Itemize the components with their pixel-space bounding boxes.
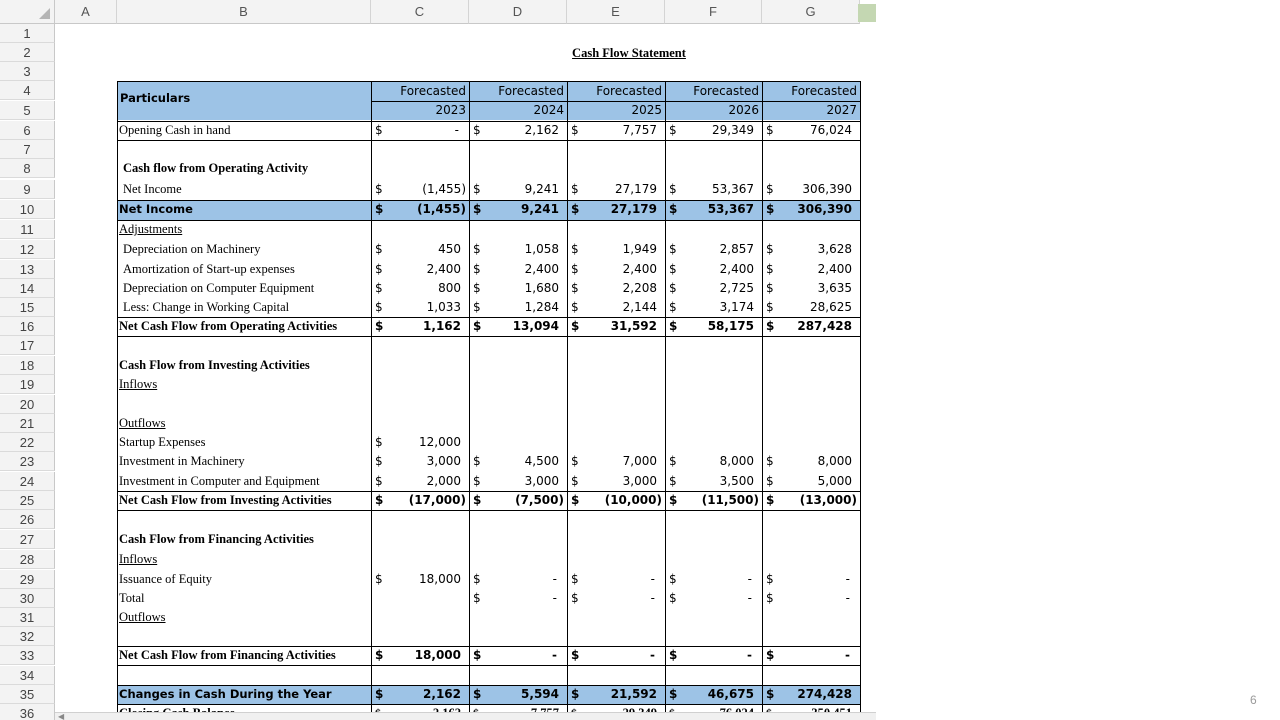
row-header-24[interactable]: 24: [0, 472, 55, 491]
row-header-36[interactable]: 36: [0, 704, 55, 720]
value-cell-13-c[interactable]: 2,400: [426, 262, 461, 276]
value-cell-6-e[interactable]: 7,757: [622, 123, 657, 137]
value-cell-12-e[interactable]: 1,949: [622, 242, 657, 256]
value-cell-14-e[interactable]: 2,208: [622, 281, 657, 295]
currency-symbol-14-f: $: [669, 281, 677, 295]
forecasted-label-e: Forecasted: [596, 84, 662, 98]
value-cell-16-e[interactable]: 31,592: [610, 319, 657, 333]
currency-symbol-23-d: $: [473, 454, 481, 468]
currency-symbol-25-g: $: [766, 493, 775, 507]
row-label-27: Cash Flow from Financing Activities: [119, 532, 314, 546]
row-label-12: Depreciation on Machinery: [123, 242, 261, 256]
row-label-23: Investment in Machinery: [119, 454, 245, 468]
value-cell-24-g[interactable]: 5,000: [817, 474, 852, 488]
currency-symbol-24-f: $: [669, 474, 677, 488]
value-cell-9-f[interactable]: 53,367: [712, 182, 754, 196]
currency-symbol-25-c: $: [375, 493, 384, 507]
value-cell-25-d[interactable]: (7,500): [515, 493, 564, 507]
value-cell-10-d[interactable]: 9,241: [521, 202, 559, 216]
border-op-total-bottom: [117, 336, 860, 337]
currency-symbol-24-c: $: [375, 474, 383, 488]
currency-symbol-35-d: $: [473, 687, 482, 701]
currency-symbol-29-d: $: [473, 572, 481, 586]
value-cell-15-d[interactable]: 1,284: [524, 300, 559, 314]
value-cell-24-c[interactable]: 2,000: [426, 474, 461, 488]
border-col-d: [469, 81, 470, 720]
row-header-21[interactable]: 21: [0, 414, 55, 433]
value-cell-25-e[interactable]: (10,000): [604, 493, 662, 507]
value-cell-23-g[interactable]: 8,000: [817, 454, 852, 468]
value-cell-6-g[interactable]: 76,024: [810, 123, 852, 137]
currency-symbol-24-d: $: [473, 474, 481, 488]
value-cell-29-e[interactable]: -: [650, 572, 655, 586]
row-label-10: Net Income: [119, 202, 193, 216]
value-cell-16-c[interactable]: 1,162: [423, 319, 461, 333]
row-header-16[interactable]: 16: [0, 317, 55, 336]
currency-symbol-10-c: $: [375, 202, 384, 216]
column-header-g[interactable]: G: [762, 0, 860, 24]
value-cell-14-g[interactable]: 3,635: [817, 281, 852, 295]
value-cell-25-f[interactable]: (11,500): [701, 493, 759, 507]
row-label-11: Adjustments: [119, 222, 183, 236]
currency-symbol-35-g: $: [766, 687, 775, 701]
currency-symbol-33-f: $: [669, 648, 678, 662]
row-header-9[interactable]: 9: [0, 180, 55, 199]
currency-symbol-30-f: $: [669, 591, 677, 605]
border-left: [117, 81, 118, 720]
value-cell-24-e[interactable]: 3,000: [622, 474, 657, 488]
currency-symbol-25-e: $: [571, 493, 580, 507]
column-header-f[interactable]: F: [665, 0, 762, 24]
currency-symbol-13-e: $: [571, 262, 579, 276]
currency-symbol-6-g: $: [766, 123, 774, 137]
currency-symbol-6-d: $: [473, 123, 481, 137]
border-changes-top: [117, 685, 860, 686]
currency-symbol-10-g: $: [766, 202, 775, 216]
row-label-18: Cash Flow from Investing Activities: [119, 358, 310, 372]
sheet-title: Cash Flow Statement: [572, 46, 686, 60]
currency-symbol-14-c: $: [375, 281, 383, 295]
row-header-26[interactable]: 26: [0, 510, 55, 529]
value-cell-15-g[interactable]: 28,625: [810, 300, 852, 314]
value-cell-16-f[interactable]: 58,175: [707, 319, 754, 333]
border-top: [117, 81, 860, 82]
row-label-21: Outflows: [119, 416, 166, 430]
currency-symbol-35-e: $: [571, 687, 580, 701]
row-header-13[interactable]: 13: [0, 260, 55, 279]
value-cell-10-e[interactable]: 27,179: [610, 202, 657, 216]
currency-symbol-10-f: $: [669, 202, 678, 216]
value-cell-24-f[interactable]: 3,500: [719, 474, 754, 488]
currency-symbol-13-c: $: [375, 262, 383, 276]
currency-symbol-16-e: $: [571, 319, 580, 333]
row-header-10[interactable]: 10: [0, 200, 55, 219]
currency-symbol-33-g: $: [766, 648, 775, 662]
value-cell-12-g[interactable]: 3,628: [817, 242, 852, 256]
border-fin-total-top: [117, 646, 860, 647]
particulars-header: Particulars: [120, 91, 191, 105]
row-label-31: Outflows: [119, 610, 166, 624]
row-label-29: Issuance of Equity: [119, 572, 213, 586]
value-cell-15-c[interactable]: 1,033: [426, 300, 461, 314]
currency-symbol-29-e: $: [571, 572, 579, 586]
row-header-33[interactable]: 33: [0, 646, 55, 665]
value-cell-16-d[interactable]: 13,094: [512, 319, 559, 333]
value-cell-16-g[interactable]: 287,428: [797, 319, 852, 333]
value-cell-12-d[interactable]: 1,058: [524, 242, 559, 256]
row-header-22[interactable]: 22: [0, 433, 55, 452]
row-header-7[interactable]: 7: [0, 140, 55, 159]
value-cell-12-c[interactable]: 450: [438, 242, 461, 256]
currency-symbol-12-c: $: [375, 242, 383, 256]
value-cell-9-g[interactable]: 306,390: [802, 182, 852, 196]
border-col-g: [762, 81, 763, 720]
currency-symbol-29-f: $: [669, 572, 677, 586]
value-cell-13-f[interactable]: 2,400: [719, 262, 754, 276]
currency-symbol-15-f: $: [669, 300, 677, 314]
currency-symbol-13-g: $: [766, 262, 774, 276]
currency-symbol-10-d: $: [473, 202, 482, 216]
value-cell-29-g[interactable]: -: [845, 572, 850, 586]
currency-symbol-15-e: $: [571, 300, 579, 314]
row-header-5[interactable]: 5: [0, 101, 55, 120]
value-cell-35-g[interactable]: 274,428: [797, 687, 852, 701]
value-cell-25-g[interactable]: (13,000): [799, 493, 857, 507]
value-cell-6-d[interactable]: 2,162: [524, 123, 559, 137]
row-header-28[interactable]: 28: [0, 550, 55, 569]
currency-symbol-22-c: $: [375, 435, 383, 449]
value-cell-23-e[interactable]: 7,000: [622, 454, 657, 468]
value-cell-15-e[interactable]: 2,144: [622, 300, 657, 314]
value-cell-23-f[interactable]: 8,000: [719, 454, 754, 468]
row-header-14[interactable]: 14: [0, 279, 55, 298]
column-header-a[interactable]: A: [55, 0, 117, 24]
value-cell-35-e[interactable]: 21,592: [610, 687, 657, 701]
border-col-f: [665, 81, 666, 720]
currency-symbol-30-e: $: [571, 591, 579, 605]
value-cell-10-c[interactable]: (1,455): [417, 202, 466, 216]
currency-symbol-33-d: $: [473, 648, 482, 662]
row-header-25[interactable]: 25: [0, 491, 55, 510]
column-header-d[interactable]: D: [469, 0, 567, 24]
currency-symbol-16-c: $: [375, 319, 384, 333]
value-cell-6-c[interactable]: -: [454, 123, 459, 137]
value-cell-23-c[interactable]: 3,000: [426, 454, 461, 468]
row-header-6[interactable]: 6: [0, 121, 55, 140]
row-label-22: Startup Expenses: [119, 435, 206, 449]
row-header-2[interactable]: 2: [0, 43, 55, 62]
value-cell-9-d[interactable]: 9,241: [524, 182, 559, 196]
currency-symbol-9-f: $: [669, 182, 677, 196]
value-cell-23-d[interactable]: 4,500: [524, 454, 559, 468]
year-header-2025: 2025: [631, 103, 662, 117]
currency-symbol-16-d: $: [473, 319, 482, 333]
forecasted-label-g: Forecasted: [791, 84, 857, 98]
horizontal-scrollbar[interactable]: [55, 712, 876, 720]
year-header-2023: 2023: [435, 103, 466, 117]
border-years-mid: [371, 101, 860, 102]
row-label-9: Net Income: [123, 182, 182, 196]
value-cell-30-g[interactable]: -: [845, 591, 850, 605]
value-cell-14-f[interactable]: 2,725: [719, 281, 754, 295]
row-header-8[interactable]: 8: [0, 159, 55, 178]
value-cell-29-c[interactable]: 18,000: [419, 572, 461, 586]
border-net-income-bottom: [117, 220, 860, 221]
row-header-15[interactable]: 15: [0, 298, 55, 317]
border-opening-bottom: [117, 140, 860, 141]
value-cell-33-c[interactable]: 18,000: [414, 648, 461, 662]
row-label-15: Less: Change in Working Capital: [123, 300, 290, 314]
value-cell-6-f[interactable]: 29,349: [712, 123, 754, 137]
currency-symbol-35-c: $: [375, 687, 384, 701]
row-label-24: Investment in Computer and Equipment: [119, 474, 320, 488]
row-header-31[interactable]: 31: [0, 608, 55, 627]
currency-symbol-9-e: $: [571, 182, 579, 196]
value-cell-14-d[interactable]: 1,680: [524, 281, 559, 295]
border-inv-total-top: [117, 491, 860, 492]
border-header-bottom: [117, 121, 860, 122]
currency-symbol-23-f: $: [669, 454, 677, 468]
currency-symbol-6-e: $: [571, 123, 579, 137]
currency-symbol-33-e: $: [571, 648, 580, 662]
year-header-2026: 2026: [728, 103, 759, 117]
year-header-2024: 2024: [533, 103, 564, 117]
currency-symbol-25-d: $: [473, 493, 482, 507]
border-right: [860, 81, 861, 720]
value-cell-33-f[interactable]: -: [747, 648, 752, 662]
row-header-12[interactable]: 12: [0, 240, 55, 259]
border-col-e: [567, 81, 568, 720]
currency-symbol-14-e: $: [571, 281, 579, 295]
border-net-income-top: [117, 200, 860, 201]
currency-symbol-29-c: $: [375, 572, 383, 586]
currency-symbol-12-e: $: [571, 242, 579, 256]
value-cell-33-e[interactable]: -: [650, 648, 655, 662]
row-label-33: Net Cash Flow from Financing Activities: [119, 648, 336, 662]
currency-symbol-30-d: $: [473, 591, 481, 605]
row-header-35[interactable]: 35: [0, 685, 55, 704]
value-cell-25-c[interactable]: (17,000): [408, 493, 466, 507]
currency-symbol-33-c: $: [375, 648, 384, 662]
currency-symbol-12-g: $: [766, 242, 774, 256]
currency-symbol-9-c: $: [375, 182, 383, 196]
select-all-corner[interactable]: [0, 0, 55, 24]
row-label-8: Cash flow from Operating Activity: [123, 161, 309, 175]
row-label-28: Inflows: [119, 552, 158, 566]
currency-symbol-35-f: $: [669, 687, 678, 701]
forecasted-label-c: Forecasted: [400, 84, 466, 98]
row-header-30[interactable]: 30: [0, 589, 55, 608]
value-cell-9-c[interactable]: (1,455): [422, 182, 466, 196]
row-label-30: Total: [119, 591, 145, 605]
row-header-11[interactable]: 11: [0, 220, 55, 239]
currency-symbol-15-d: $: [473, 300, 481, 314]
sheet-accent-block: [858, 4, 876, 22]
value-cell-10-g[interactable]: 306,390: [797, 202, 852, 216]
currency-symbol-12-f: $: [669, 242, 677, 256]
value-cell-29-d[interactable]: -: [552, 572, 557, 586]
value-cell-13-e[interactable]: 2,400: [622, 262, 657, 276]
select-all-triangle-icon: [39, 8, 50, 19]
value-cell-33-d[interactable]: -: [552, 648, 557, 662]
value-cell-22-c[interactable]: 12,000: [419, 435, 461, 449]
forecasted-label-f: Forecasted: [693, 84, 759, 98]
currency-symbol-30-g: $: [766, 591, 774, 605]
value-cell-10-f[interactable]: 53,367: [707, 202, 754, 216]
value-cell-30-d[interactable]: -: [552, 591, 557, 605]
value-cell-14-c[interactable]: 800: [438, 281, 461, 295]
slide-page-number: 6: [1250, 693, 1257, 707]
currency-symbol-23-c: $: [375, 454, 383, 468]
row-label-14: Depreciation on Computer Equipment: [123, 281, 315, 295]
border-closing-top: [117, 704, 860, 705]
currency-symbol-10-e: $: [571, 202, 580, 216]
currency-symbol-23-e: $: [571, 454, 579, 468]
currency-symbol-14-d: $: [473, 281, 481, 295]
row-header-34[interactable]: 34: [0, 666, 55, 685]
value-cell-9-e[interactable]: 27,179: [615, 182, 657, 196]
row-label-13: Amortization of Start-up expenses: [123, 262, 295, 276]
row-header-20[interactable]: 20: [0, 395, 55, 414]
row-label-6: Opening Cash in hand: [119, 123, 231, 137]
column-header-e[interactable]: E: [567, 0, 665, 24]
value-cell-29-f[interactable]: -: [747, 572, 752, 586]
currency-symbol-15-c: $: [375, 300, 383, 314]
row-header-32[interactable]: 32: [0, 627, 55, 646]
row-header-27[interactable]: 27: [0, 530, 55, 549]
currency-symbol-25-f: $: [669, 493, 678, 507]
row-label-25: Net Cash Flow from Investing Activities: [119, 493, 332, 507]
value-cell-30-f[interactable]: -: [747, 591, 752, 605]
currency-symbol-16-f: $: [669, 319, 678, 333]
column-header-c[interactable]: C: [371, 0, 469, 24]
currency-symbol-23-g: $: [766, 454, 774, 468]
row-header-4[interactable]: 4: [0, 81, 55, 100]
currency-symbol-9-d: $: [473, 182, 481, 196]
row-label-16: Net Cash Flow from Operating Activities: [119, 319, 338, 333]
value-cell-35-c[interactable]: 2,162: [423, 687, 461, 701]
currency-symbol-15-g: $: [766, 300, 774, 314]
currency-symbol-12-d: $: [473, 242, 481, 256]
border-op-total-top: [117, 317, 860, 318]
border-inv-total-bottom: [117, 510, 860, 511]
scroll-left-arrow-icon[interactable]: ◀: [58, 712, 65, 720]
currency-symbol-13-f: $: [669, 262, 677, 276]
currency-symbol-6-f: $: [669, 123, 677, 137]
row-header-18[interactable]: 18: [0, 356, 55, 375]
year-header-2027: 2027: [826, 103, 857, 117]
forecasted-label-d: Forecasted: [498, 84, 564, 98]
currency-symbol-29-g: $: [766, 572, 774, 586]
currency-symbol-24-g: $: [766, 474, 774, 488]
value-cell-12-f[interactable]: 2,857: [719, 242, 754, 256]
value-cell-35-f[interactable]: 46,675: [707, 687, 754, 701]
row-header-29[interactable]: 29: [0, 570, 55, 589]
currency-symbol-16-g: $: [766, 319, 775, 333]
value-cell-24-d[interactable]: 3,000: [524, 474, 559, 488]
value-cell-15-f[interactable]: 3,174: [719, 300, 754, 314]
border-col-c: [371, 81, 372, 720]
column-header-b[interactable]: B: [117, 0, 371, 24]
currency-symbol-14-g: $: [766, 281, 774, 295]
row-header-19[interactable]: 19: [0, 375, 55, 394]
value-cell-30-e[interactable]: -: [650, 591, 655, 605]
row-header-3[interactable]: 3: [0, 62, 55, 81]
currency-symbol-6-c: $: [375, 123, 383, 137]
value-cell-13-g[interactable]: 2,400: [817, 262, 852, 276]
value-cell-35-d[interactable]: 5,594: [521, 687, 559, 701]
border-fin-total-bottom: [117, 665, 860, 666]
row-header-23[interactable]: 23: [0, 452, 55, 471]
currency-symbol-9-g: $: [766, 182, 774, 196]
currency-symbol-24-e: $: [571, 474, 579, 488]
currency-symbol-13-d: $: [473, 262, 481, 276]
row-header-17[interactable]: 17: [0, 336, 55, 355]
value-cell-13-d[interactable]: 2,400: [524, 262, 559, 276]
value-cell-33-g[interactable]: -: [845, 648, 850, 662]
row-header-1[interactable]: 1: [0, 24, 55, 43]
row-label-19: Inflows: [119, 377, 158, 391]
row-label-35: Changes in Cash During the Year: [119, 687, 332, 701]
